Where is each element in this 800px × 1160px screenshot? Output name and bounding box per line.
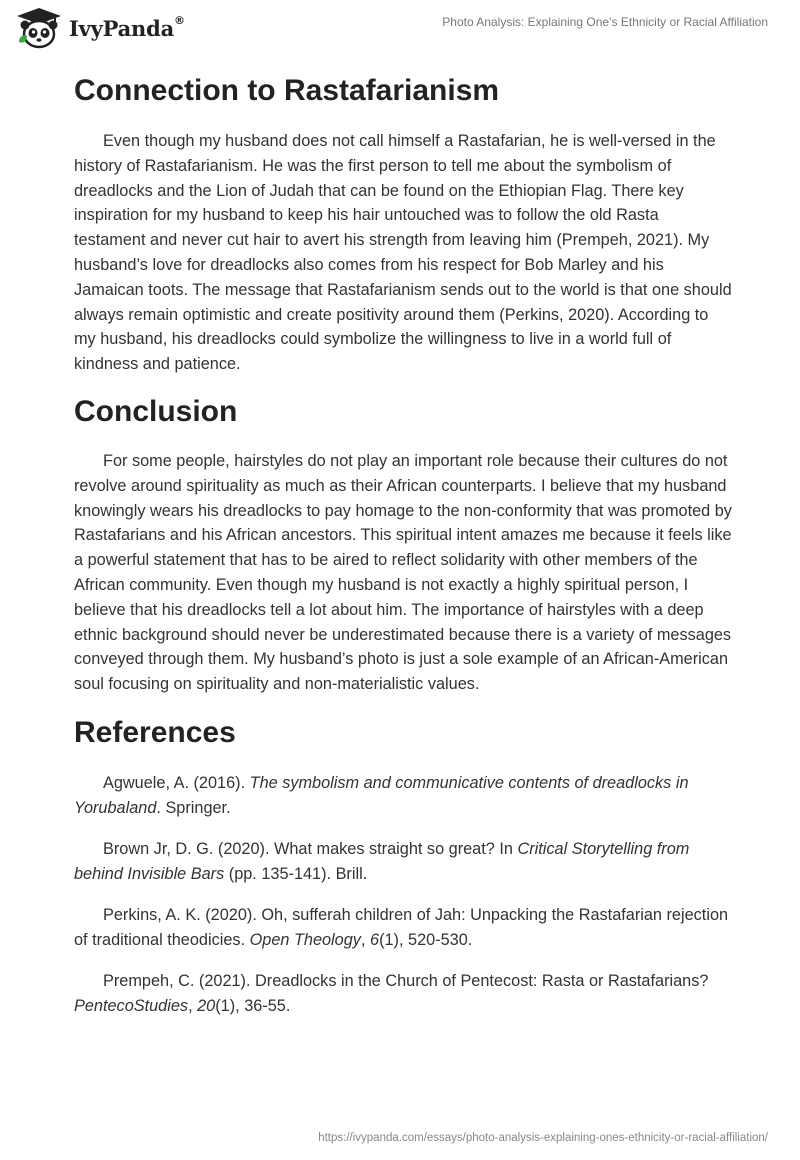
page-header — [0, 0, 800, 60]
source-url[interactable]: https://ivypanda.com/essays/photo-analysis-explaining-ones-ethnicity-or-racial-affiliation/ — [318, 1132, 768, 1144]
panda-graduate-icon — [15, 6, 63, 50]
running-title: Photo Analysis: Explaining One’s Ethnicity or Racial Affiliation — [442, 15, 768, 29]
reference-item: Agwuele, A. (2016). The symbolism and communicative contents of dreadlocks in Yorubaland. Springer. — [74, 773, 689, 817]
reference-title: PentecoStudies — [74, 996, 189, 1015]
reference-volume: 6 — [370, 930, 380, 949]
reference-title: Critical Storytelling from behind Invisible Bars — [74, 839, 690, 883]
registered-mark: ® — [174, 13, 185, 27]
reference-volume: 20 — [197, 996, 216, 1015]
paragraph-conclusion: For some people, hairstyles do not play an important role because their cultures do not revolve around spirituality as much as their African counterparts. I believe that my husband knowingly wears his dreadlocks to pay homage to the non-conformity that was promoted by Rastafarians and his African ancestors. This spiritual intent amazes me because it feels like a powerful statement that has to be aired to reflect solidarity with other members of the African community. Even though my husband is not exactly a highly spiritual person, I believe that his dreadlocks tell a lot about him. The importance of hairstyles with a deep ethnic background should never be underestimated because there is a variety of messages conveyed through them. My husband’s photo is just a sole example of an African-American soul focusing on spirituality and non-materialistic values. — [74, 451, 732, 694]
heading-conclusion: Conclusion — [74, 394, 238, 428]
logo-wordmark: IvyPanda® — [69, 13, 185, 41]
reference-item: Brown Jr, D. G. (2020). What makes straight so great? In Critical Storytelling from behind Invisible Bars (pp. 135-141). Brill. — [74, 839, 690, 883]
reference-title: The symbolism and communicative contents of dreadlocks in Yorubaland — [74, 773, 689, 817]
reference-item: Perkins, A. K. (2020). Oh, sufferah children of Jah: Unpacking the Rastafarian rejection of traditional theodicies. Open Theology, 6(1), 520-530. — [74, 905, 729, 949]
ivypanda-logo[interactable] — [15, 6, 185, 50]
heading-connection: Connection to Rastafarianism — [74, 74, 500, 107]
reference-item: Prempeh, C. (2021). Dreadlocks in the Church of Pentecost: Rasta or Rastafarians? PentecoStudies, 20(1), 36-55. — [74, 971, 709, 1015]
essay-content — [74, 72, 734, 1019]
reference-title: Open Theology — [249, 930, 361, 949]
paragraph-connection: Even though my husband does not call himself a Rastafarian, he is well-versed in the history of Rastafarianism. He was the first person to tell me about the symbolism of dreadlocks and the Lion of Judah that can be found on the Ethiopian Flag. There key inspiration for my husband to keep his hair untouched was to follow the old Rasta testament and never cut hair to avert his strength from leaving him (Prempeh, 2021). My husband’s love for dreadlocks also comes from his respect for Bob Marley and his Jamaican toots. The message that Rastafarianism sends out to the world is that one should always remain optimistic and create positivity around them (Perkins, 2020). According to my husband, his dreadlocks could symbolize the willingness to live in a world full of kindness and patience. — [74, 132, 732, 374]
heading-references: References — [74, 715, 236, 749]
